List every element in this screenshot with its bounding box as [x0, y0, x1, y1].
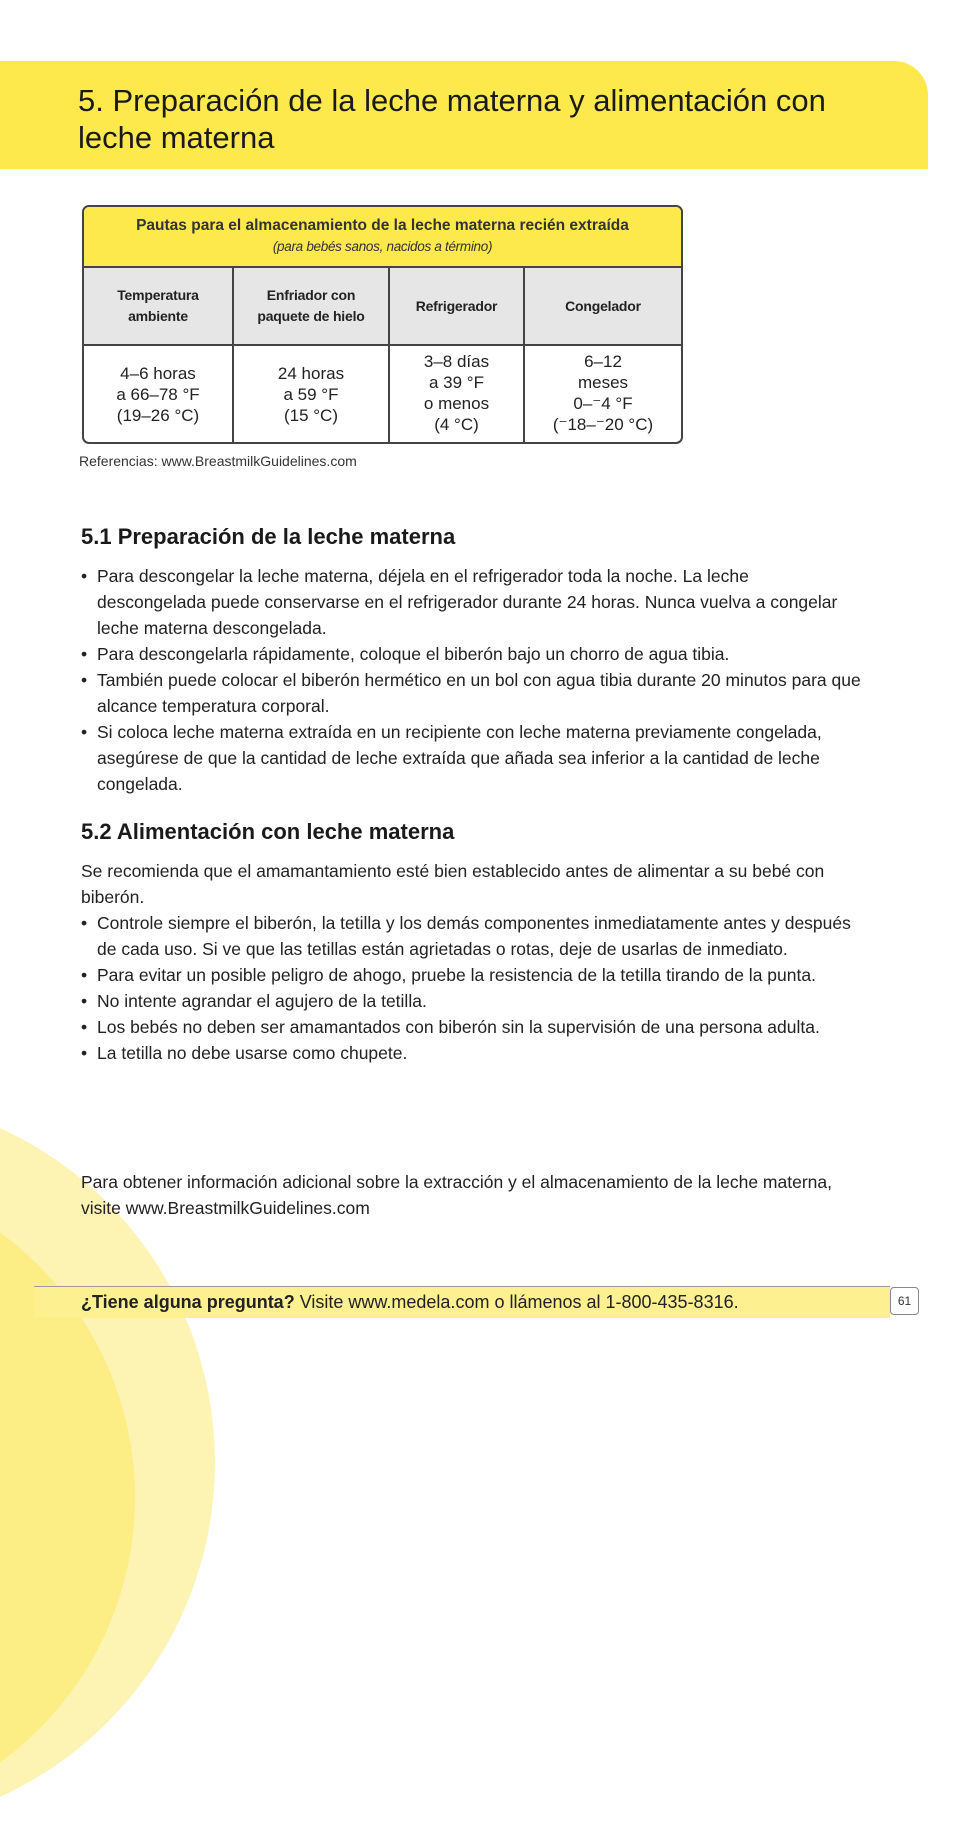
more-info-text: Para obtener información adicional sobre la extracción y el almacenamiento de la leche materna, visite www.BreastmilkGuidelines.com — [81, 1172, 832, 1218]
cell-line: 3–8 días — [423, 352, 490, 371]
cell-line: 24 horas — [277, 363, 345, 383]
storage-guidelines-table — [82, 205, 683, 444]
section-heading-preparation: 5.1 Preparación de la leche materna — [81, 524, 456, 549]
footer-contact — [81, 1292, 739, 1313]
cell-cooler — [234, 346, 390, 442]
table-header — [84, 207, 681, 268]
table-subtitle: (para bebés sanos, nacidos a término) — [272, 239, 493, 254]
table-row — [84, 346, 681, 442]
cell-line: (⁻18–⁻20 °C) — [552, 415, 654, 434]
table-column-headers — [84, 268, 681, 346]
list-item: • Si coloca leche materna extraída en un recipiente con leche materna previamente congelada, asegúrese de que la cantidad de leche extraída que añada sea inferior a la cantidad de leche congelada. — [81, 719, 861, 797]
feeding-intro: Se recomienda que el amamantamiento esté bien establecido antes de alimentar a su bebé con biberón. — [81, 861, 825, 907]
cell-freezer — [525, 346, 681, 442]
cell-line: (15 °C) — [283, 405, 338, 425]
column-header-label: Temperatura ambiente — [117, 287, 199, 324]
cell-room-temp — [84, 346, 234, 442]
cell-line: a 66–78 °F — [116, 384, 200, 404]
list-item: • También puede colocar el biberón hermético en un bol con agua tibia durante 20 minutos para que alcance temperatura corporal. — [81, 667, 861, 719]
column-header-label: Enfriador con paquete de hielo — [257, 287, 365, 324]
cell-line: (19–26 °C) — [116, 405, 200, 425]
column-header-label: Refrigerador — [415, 297, 498, 314]
references-note: Referencias: www.BreastmilkGuidelines.com — [79, 453, 357, 469]
list-item: • Los bebés no deben ser amamantados con biberón sin la supervisión de una persona adulta. — [81, 1014, 861, 1040]
list-item: • Para descongelarla rápidamente, coloque el biberón bajo un chorro de agua tibia. — [81, 641, 861, 667]
cell-line: (4 °C) — [434, 415, 479, 434]
cell-line: 0–⁻4 °F — [573, 394, 633, 413]
section-heading-feeding: 5.2 Alimentación con leche materna — [81, 819, 455, 844]
column-header-label: Congelador — [565, 297, 641, 314]
column-header-cooler — [234, 268, 390, 344]
footer-contact-text: Visite www.medela.com o llámenos al 1-800-435-8316. — [294, 1292, 739, 1312]
cell-line: a 59 °F — [283, 384, 339, 404]
list-item: • La tetilla no debe usarse como chupete. — [81, 1040, 861, 1066]
page-number: 61 — [890, 1287, 919, 1315]
list-item: • Para descongelar la leche materna, déjela en el refrigerador toda la noche. La leche descongelada puede conservarse en el refrigerador durante 24 horas. Nunca vuelva a congelar leche materna descongelada. — [81, 563, 861, 641]
column-header-freezer — [525, 268, 681, 344]
list-item: • No intente agrandar el agujero de la tetilla. — [81, 988, 861, 1014]
cell-line: o menos — [423, 394, 490, 413]
preparation-list — [81, 563, 861, 797]
feeding-list — [81, 910, 861, 1066]
cell-refrigerator — [390, 346, 525, 442]
cell-line: 4–6 horas — [120, 363, 196, 383]
table-title: Pautas para el almacenamiento de la leche materna recién extraída — [136, 217, 629, 234]
column-header-room-temp — [84, 268, 234, 344]
column-header-refrigerator — [390, 268, 525, 344]
page-title: 5. Preparación de la leche materna y alimentación con leche materna — [78, 83, 826, 155]
footer-question: ¿Tiene alguna pregunta? — [81, 1292, 295, 1312]
list-item: • Controle siempre el biberón, la tetilla y los demás componentes inmediatamente antes y después de cada uso. Si ve que las tetillas están agrietadas o rotas, deje de usarlas de inmediato. — [81, 910, 861, 962]
cell-line: 6–12 — [584, 352, 622, 371]
list-item: • Para evitar un posible peligro de ahogo, pruebe la resistencia de la tetilla tirando de la punta. — [81, 962, 861, 988]
cell-line: meses — [577, 373, 629, 392]
cell-line: a 39 °F — [428, 373, 484, 392]
